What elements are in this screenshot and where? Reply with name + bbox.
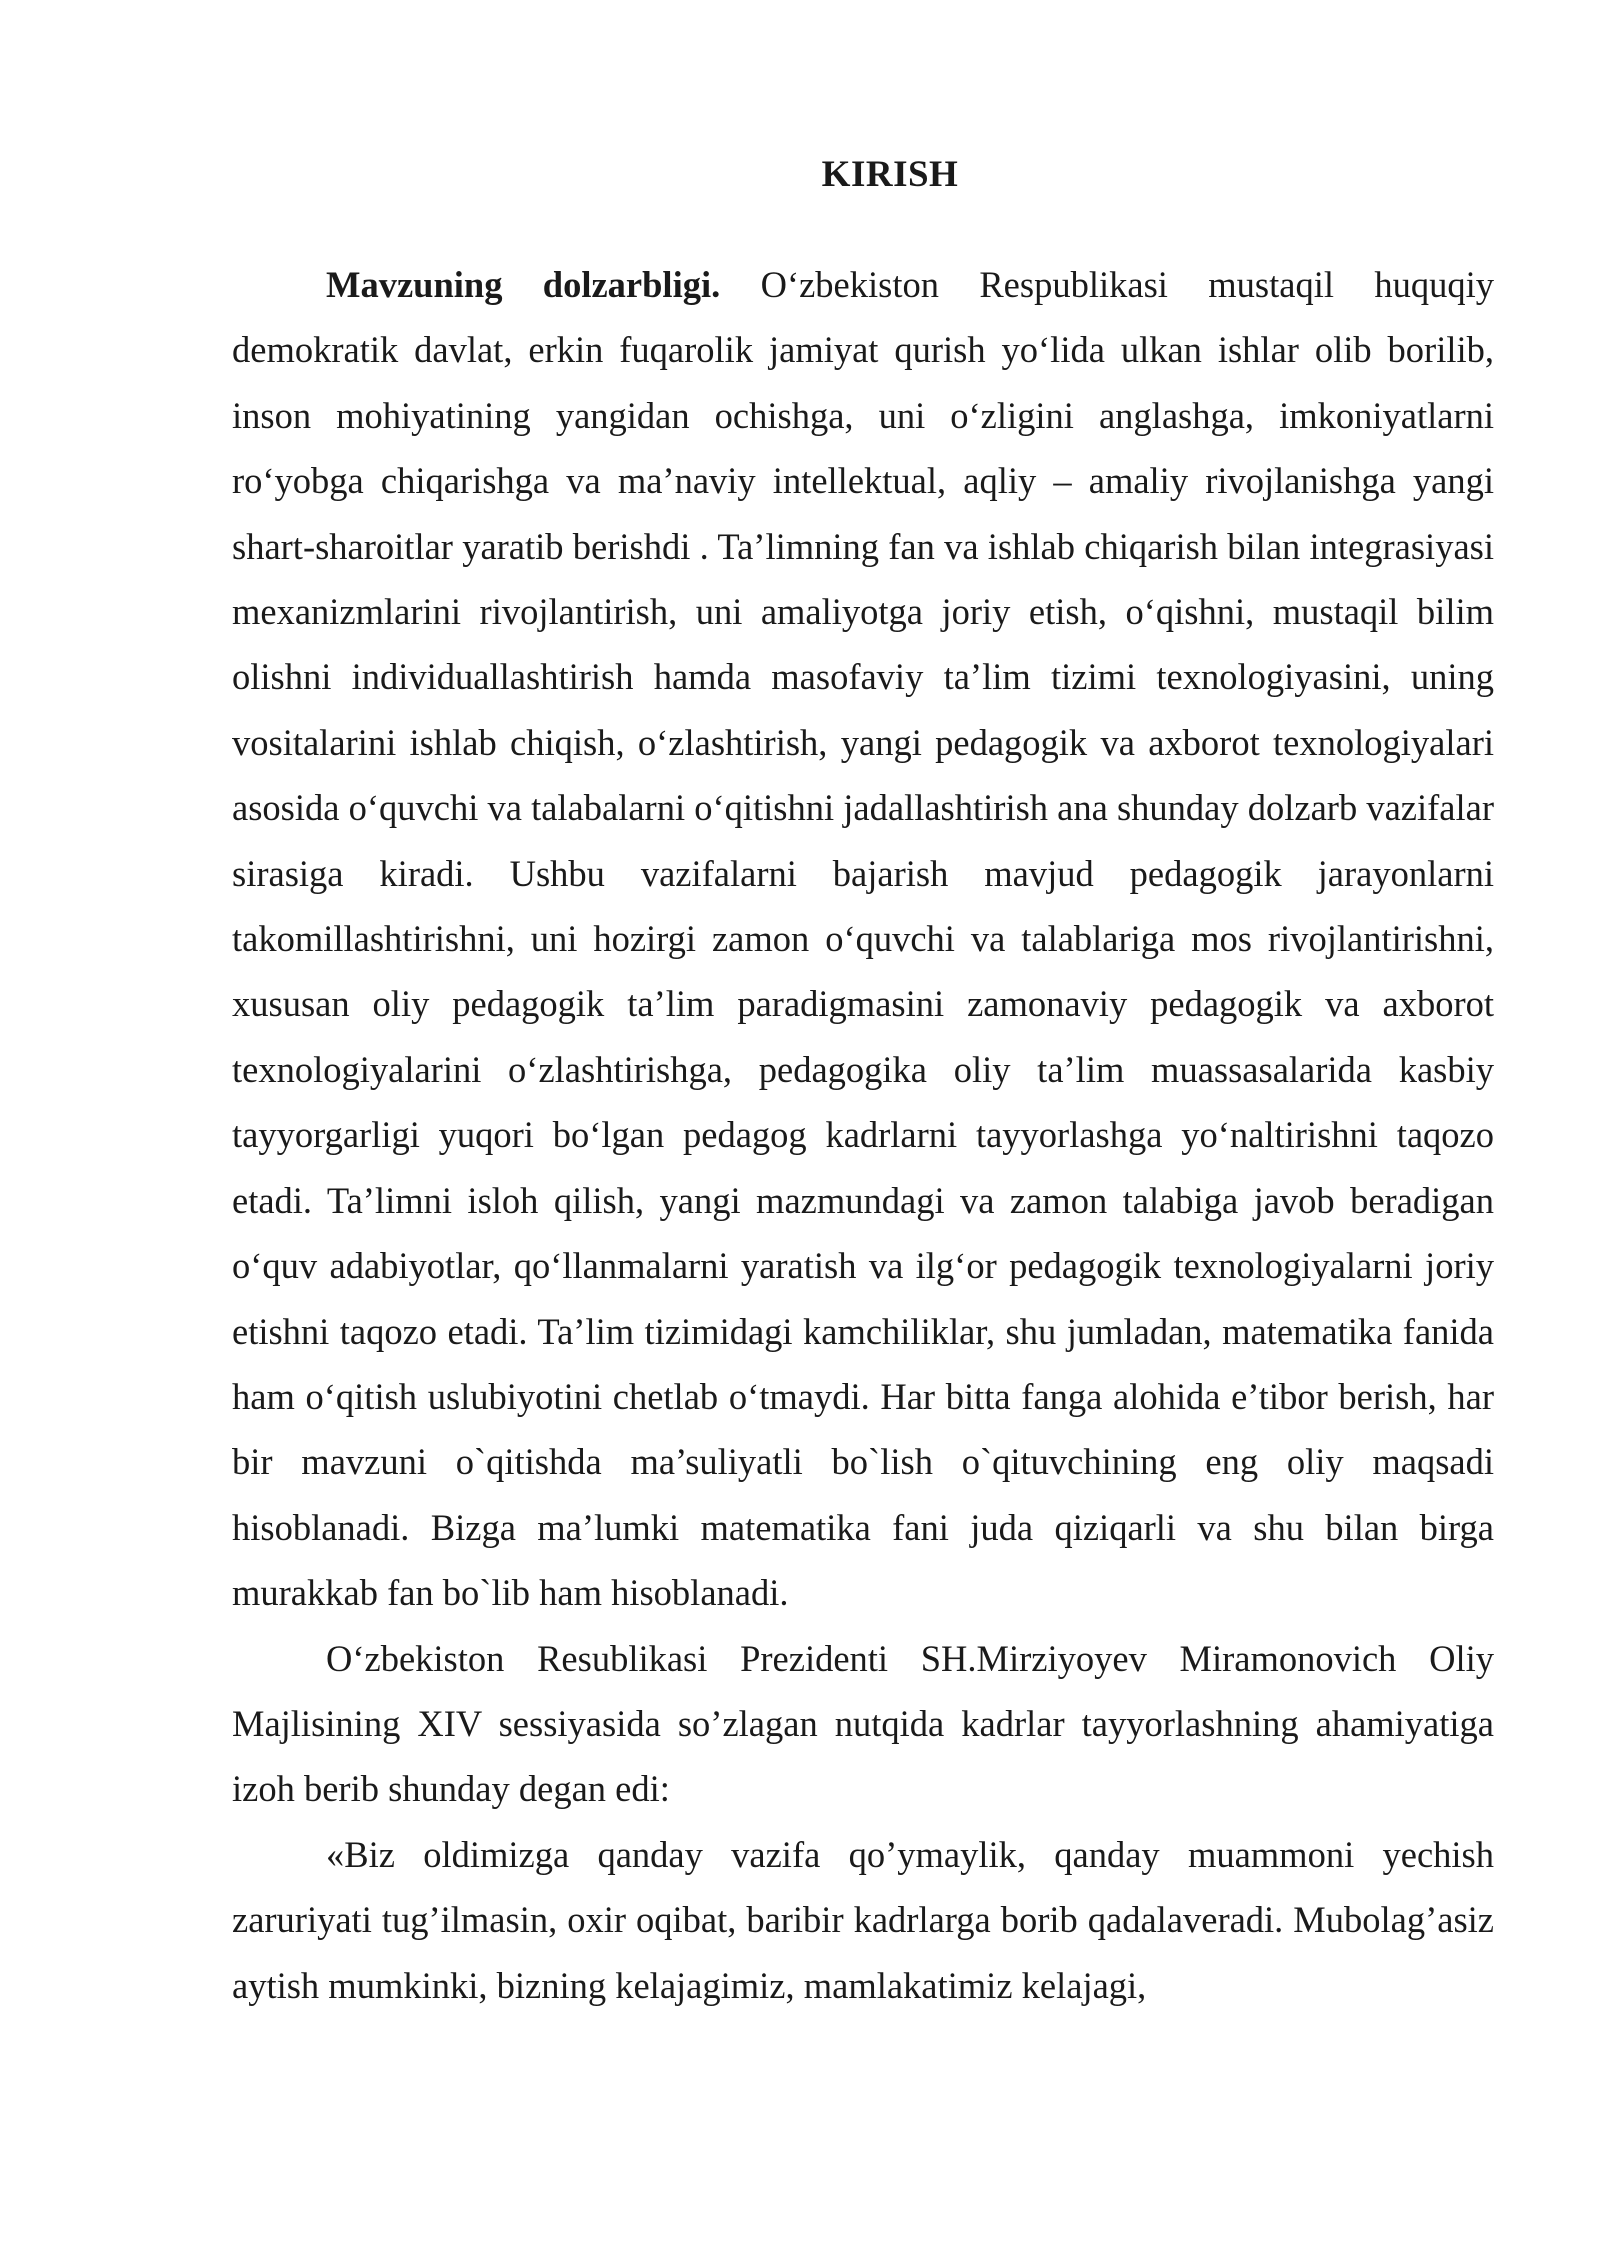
paragraph-president-speech [232,1626,1494,1822]
paragraph-text: O‘zbekiston Respublikasi mustaqil huquqiy demokratik davlat, erkin fuqarolik jamiyat qurish yo‘lida ulkan ishlar olib borilib, inson mohiyatining yangidan ochishga, uni o‘zligini anglashga, imkoniyatlarni ro‘yobga chiqarishga va ma’naviy intellektual, aqliy – amaliy rivojlanishga yangi shart-sharoitlar yaratib berishdi . Ta’limning fan va ishlab chiqarish bilan integrasiyasi mexanizmlarini rivojlantirish, uni amaliyotga joriy etish, o‘qishni, mustaqil bilim olishni individuallashtirish hamda masofaviy ta’lim tizimi texnologiyasini, uning vositalarini ishlab chiqish, o‘zlashtirish, yangi pedagogik va axborot texnologiyalari asosida o‘quvchi va talabalarni o‘qitishni jadallashtirish ana shunday dolzarb vazifalar sirasiga kiradi. Ushbu vazifalarni bajarish mavjud pedagogik jarayonlarni takomillashtirishni, uni hozirgi zamon o‘quvchi va talablariga mos rivojlantirishni, xususan oliy pedagogik ta’lim paradigmasini zamonaviy pedagogik va axborot texnologiyalarini o‘zlashtirishga, pedagogika oliy ta’lim muassasalarida kasbiy tayyorgarligi yuqori bo‘lgan pedagog kadrlarni tayyorlashga yo‘naltirishni taqozo etadi. Ta’limni isloh qilish, yangi mazmundagi va zamon talabiga javob beradigan o‘quv adabiyotlar, qo‘llanmalarni yaratish va ilg‘or pedagogik texnologiyalarni joriy etishni taqozo etadi. Ta’lim tizimidagi kamchiliklar, shu jumladan, matematika fanida ham o‘qitish uslubiyotini chetlab o‘tmaydi. Har bitta fanga alohida e’tibor berish, har bir mavzuni o`qitishda ma’suliyatli bo`lish o`qituvchining eng oliy maqsadi hisoblanadi. Bizga ma’lumki matematika fani juda qiziqarli va shu bilan birga murakkab fan bo`lib ham hisoblanadi. [232,264,1494,1614]
paragraph-relevance [232,252,1494,1626]
paragraph-text: «Biz oldimizga qanday vazifa qo’ymaylik, qanday muammoni yechish zaruriyati tug’ilmasin, oxir oqibat, baribir kadrlarga borib qadalaveradi. Mubolag’asiz aytish mumkinki, bizning kelajagimiz, mamlakatimiz kelajagi, [232,1833,1494,2006]
paragraph-quote [232,1822,1494,2018]
paragraph-lead: Mavzuning dolzarbligi. [326,264,721,305]
body-text [232,252,1494,2018]
page-heading: KIRISH [821,154,959,195]
paragraph-text: O‘zbekiston Resublikasi Prezidenti SH.Mirziyoyev Miramonovich Oliy Majlisining XIV sessiyasida so’zlagan nutqida kadrlar tayyorlashning ahamiyatiga izoh berib shunday degan edi: [232,1637,1494,1810]
